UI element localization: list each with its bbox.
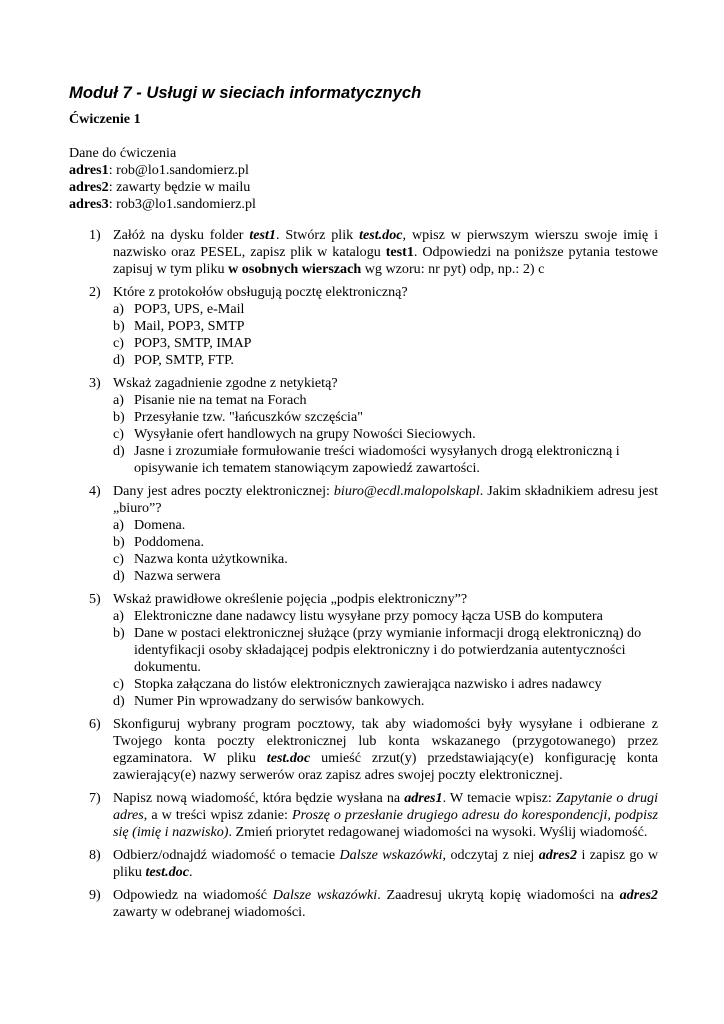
option-letter: d) xyxy=(113,443,125,459)
task-number: 3) xyxy=(89,375,101,391)
folder-name: test1 xyxy=(385,244,414,260)
task-2 xyxy=(69,284,658,369)
answer-option xyxy=(113,625,658,676)
answer-option xyxy=(113,534,658,551)
task-text xyxy=(113,847,658,881)
address-ref: adres2 xyxy=(538,847,578,863)
text-run: . Stwórz plik xyxy=(275,227,360,243)
task-number: 2) xyxy=(89,284,101,300)
task-text xyxy=(113,887,658,921)
email-address: biuro@ecdl.malopolskapl xyxy=(333,483,480,499)
task-number: 4) xyxy=(89,483,101,499)
task-question xyxy=(113,483,658,517)
task-3 xyxy=(69,375,658,477)
answer-options xyxy=(113,608,658,710)
text-run: Odpowiedz na wiadomość xyxy=(113,887,273,903)
answer-option xyxy=(113,318,658,335)
text-run: zawarty w odebranej wiadomości. xyxy=(113,904,306,920)
option-text: Nazwa serwera xyxy=(134,568,221,584)
emphasis: w osobnych wierszach xyxy=(228,261,362,277)
answer-option xyxy=(113,551,658,568)
text-run: Dany jest adres poczty elektronicznej: xyxy=(113,483,334,499)
text-run: , wpisz w pierwszym wierszu swoje imię i nazwisko oraz PESEL, zapisz plik w katalogu xyxy=(113,227,658,260)
text-run: . xyxy=(188,864,193,880)
address-ref: adres1 xyxy=(404,790,443,806)
option-text: Nazwa konta użytkownika. xyxy=(134,551,288,567)
option-text: Jasne i zrozumiałe formułowanie treści wiadomości wysyłanych drogą elektroniczną i opisywanie ich tematem stanowiącym zapowiedź zawartości. xyxy=(134,443,620,476)
task-list xyxy=(69,227,658,921)
text-run: Załóż na dysku folder xyxy=(113,227,250,243)
answer-option xyxy=(113,301,658,318)
option-letter: c) xyxy=(113,551,124,567)
text-run: Odbierz/odnajdź wiadomość o temacie xyxy=(113,847,340,863)
task-question: Wskaż zagadnienie zgodne z netykietą? xyxy=(113,375,338,391)
option-text: POP3, UPS, e-Mail xyxy=(134,301,245,317)
address-1 xyxy=(69,162,658,179)
option-text: Poddomena. xyxy=(134,534,205,550)
text-run: . Zmień priorytet redagowanej wiadomości na wysoki. Wyślij wiadomość. xyxy=(228,824,648,840)
address-3 xyxy=(69,196,658,213)
option-text: Wysyłanie ofert handlowych na grupy Nowości Sieciowych. xyxy=(134,426,476,442)
folder-name: test1 xyxy=(249,227,276,243)
data-intro: Dane do ćwiczenia xyxy=(69,145,177,161)
task-text xyxy=(113,227,658,278)
task-9 xyxy=(69,887,658,921)
subject-text: Zapytanie o drugi adres xyxy=(113,790,658,823)
option-letter: d) xyxy=(113,352,125,368)
text-run: . Zaadresuj ukrytą kopię wiadomości na xyxy=(377,887,620,903)
address-value: : rob@lo1.sandomierz.pl xyxy=(108,162,249,178)
option-letter: b) xyxy=(113,534,125,550)
address-ref: adres2 xyxy=(619,887,658,903)
text-run: wg wzoru: nr pyt) odp, np.: 2) c xyxy=(361,261,545,277)
option-letter: c) xyxy=(113,426,124,442)
address-value: : rob3@lo1.sandomierz.pl xyxy=(108,196,256,212)
answer-option xyxy=(113,676,658,693)
text-run: umieść zrzut(y) przedstawiający(e) konfigurację konta zawierający(e) nazwy serwerów oraz zapisz adres swojej poczty elektronicznej. xyxy=(113,750,659,783)
answer-option xyxy=(113,443,658,477)
option-letter: b) xyxy=(113,625,125,641)
message-body-text: Proszę o przesłanie drugiego adresu do korespondencji, podpisz się (imię i nazwisko) xyxy=(113,807,658,840)
task-1 xyxy=(69,227,658,278)
subject-text: Dalsze wskazówki xyxy=(339,847,443,863)
answer-option xyxy=(113,409,658,426)
file-name: test.doc xyxy=(359,227,403,243)
text-run: , odczytaj z niej xyxy=(442,847,539,863)
text-run: . Odpowiedzi na poniższe pytania testowe zapisuj w tym pliku xyxy=(113,244,658,277)
option-letter: a) xyxy=(113,517,124,533)
page-title: Moduł 7 - Usługi w sieciach informatycznych xyxy=(69,83,422,102)
text-run: . Jakim składnikiem adresu jest „biuro”? xyxy=(113,483,659,516)
option-letter: c) xyxy=(113,335,124,351)
option-text: Domena. xyxy=(134,517,186,533)
answer-options xyxy=(113,392,658,477)
task-number: 9) xyxy=(89,887,101,903)
task-4 xyxy=(69,483,658,585)
address-label: adres1 xyxy=(69,162,109,178)
task-text xyxy=(113,716,658,784)
option-text: Pisanie nie na temat na Forach xyxy=(134,392,307,408)
text-run: i zapisz go w pliku xyxy=(113,847,659,880)
task-8 xyxy=(69,847,658,881)
answer-option xyxy=(113,693,658,710)
text-run: Napisz nową wiadomość, która będzie wysłana na xyxy=(113,790,405,806)
file-name: test.doc xyxy=(266,750,311,766)
exercise-data xyxy=(69,145,658,213)
text-run: , a w treści wpisz zdanie: xyxy=(143,807,292,823)
option-text: POP3, SMTP, IMAP xyxy=(134,335,252,351)
option-text: Stopka załączana do listów elektronicznych zawierająca nazwisko i adres nadawcy xyxy=(134,676,602,692)
option-letter: a) xyxy=(113,301,124,317)
option-letter: b) xyxy=(113,409,125,425)
option-letter: d) xyxy=(113,568,125,584)
option-text: Mail, POP3, SMTP xyxy=(134,318,245,334)
exercise-heading: Ćwiczenie 1 xyxy=(69,111,141,127)
task-question: Które z protokołów obsługują pocztę elektroniczną? xyxy=(113,284,408,300)
address-label: adres2 xyxy=(69,179,109,195)
option-letter: a) xyxy=(113,608,124,624)
answer-option xyxy=(113,335,658,352)
task-5 xyxy=(69,591,658,710)
task-number: 8) xyxy=(89,847,101,863)
text-run: . W temacie wpisz: xyxy=(442,790,556,806)
answer-option xyxy=(113,426,658,443)
option-text: POP, SMTP, FTP. xyxy=(134,352,234,368)
task-number: 6) xyxy=(89,716,101,732)
answer-options xyxy=(113,517,658,585)
subject-text: Dalsze wskazówki xyxy=(272,887,378,903)
task-text xyxy=(113,790,658,841)
task-number: 5) xyxy=(89,591,101,607)
task-7 xyxy=(69,790,658,841)
address-label: adres3 xyxy=(69,196,109,212)
answer-option xyxy=(113,352,658,369)
answer-option xyxy=(113,608,658,625)
address-value: : zawarty będzie w mailu xyxy=(108,179,251,195)
task-question: Wskaż prawidłowe określenie pojęcia „podpis elektroniczny”? xyxy=(113,591,468,607)
option-text: Dane w postaci elektronicznej służące (przy wymianie informacji drogą elektroniczną) do identyfikacji osoby składającej podpis elektroniczny i do potwierdzania autentyczności dokumentu. xyxy=(134,625,642,675)
text-run: Skonfiguruj wybrany program pocztowy, tak aby wiadomości były wysyłane i odbierane z Twojego konta poczty elektronicznej lub konta wskazanego (przygotowanego) przez egzaminatora. W pliku xyxy=(113,716,658,766)
answer-options xyxy=(113,301,658,369)
task-6 xyxy=(69,716,658,784)
option-letter: a) xyxy=(113,392,124,408)
file-name: test.doc xyxy=(145,864,189,880)
option-letter: d) xyxy=(113,693,125,709)
option-text: Przesyłanie tzw. "łańcuszków szczęścia" xyxy=(134,409,363,425)
task-number: 7) xyxy=(89,790,101,806)
option-letter: b) xyxy=(113,318,125,334)
option-text: Elektroniczne dane nadawcy listu wysyłane przy pomocy łącza USB do komputera xyxy=(134,608,603,624)
option-letter: c) xyxy=(113,676,124,692)
answer-option xyxy=(113,392,658,409)
task-number: 1) xyxy=(89,227,101,243)
address-2 xyxy=(69,179,658,196)
answer-option xyxy=(113,568,658,585)
option-text: Numer Pin wprowadzany do serwisów bankowych. xyxy=(134,693,425,709)
answer-option xyxy=(113,517,658,534)
